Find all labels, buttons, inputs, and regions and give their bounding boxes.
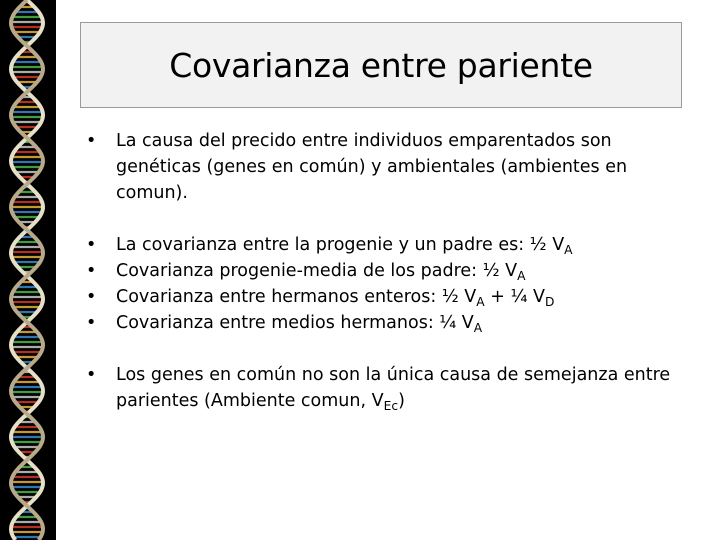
bullet-text-segment: ) — [398, 391, 405, 411]
bullet-text — [116, 310, 684, 336]
slide-content — [84, 128, 684, 414]
bullet-item-3 — [84, 258, 684, 284]
bullet-symbol: • — [86, 131, 97, 151]
bullet-symbol: • — [86, 261, 97, 281]
bullet-text — [116, 232, 684, 258]
bullet-symbol: • — [86, 313, 97, 333]
subscript: A — [517, 269, 526, 283]
subscript: A — [476, 295, 485, 309]
bullet-symbol: • — [86, 287, 97, 307]
bullet-item-4 — [84, 284, 684, 310]
bullet-symbol: • — [86, 235, 97, 255]
bullet-text-segment: + ¼ V — [484, 287, 545, 307]
subscript: D — [544, 295, 555, 309]
dna-helix-image — [0, 0, 56, 540]
bullet-text-segment: La covarianza entre la progenie y un padre es: ½ V — [116, 235, 565, 255]
bullet-text-segment: Los genes en común no son la única causa de semejanza entre parientes (Ambiente comun, V — [116, 365, 671, 411]
subscript: Ec — [383, 399, 399, 413]
title-box — [80, 22, 682, 108]
bullet-text — [116, 258, 684, 284]
slide-title: Covarianza entre pariente — [169, 45, 593, 85]
bullet-symbol: • — [86, 365, 97, 385]
bullet-text — [116, 128, 684, 206]
bullet-item-5 — [84, 310, 684, 336]
bullet-item-1 — [84, 128, 684, 206]
subscript: A — [564, 243, 573, 257]
bullet-item-2 — [84, 232, 684, 258]
bullet-text-segment: Covarianza entre hermanos enteros: ½ V — [116, 287, 477, 307]
bullet-text — [116, 362, 684, 414]
bullet-text-segment: La causa del precido entre individuos emparentados son genéticas (genes en común) y ambientales (ambientes en comun). — [116, 131, 628, 203]
bullet-text — [116, 284, 684, 310]
dna-helix-decoration — [0, 0, 56, 540]
bullet-text-segment: Covarianza progenie-media de los padre: ½ V — [116, 261, 518, 281]
bullet-text-segment: Covarianza entre medios hermanos: ¼ V — [116, 313, 474, 333]
bullet-item-6 — [84, 362, 684, 414]
subscript: A — [473, 321, 483, 335]
